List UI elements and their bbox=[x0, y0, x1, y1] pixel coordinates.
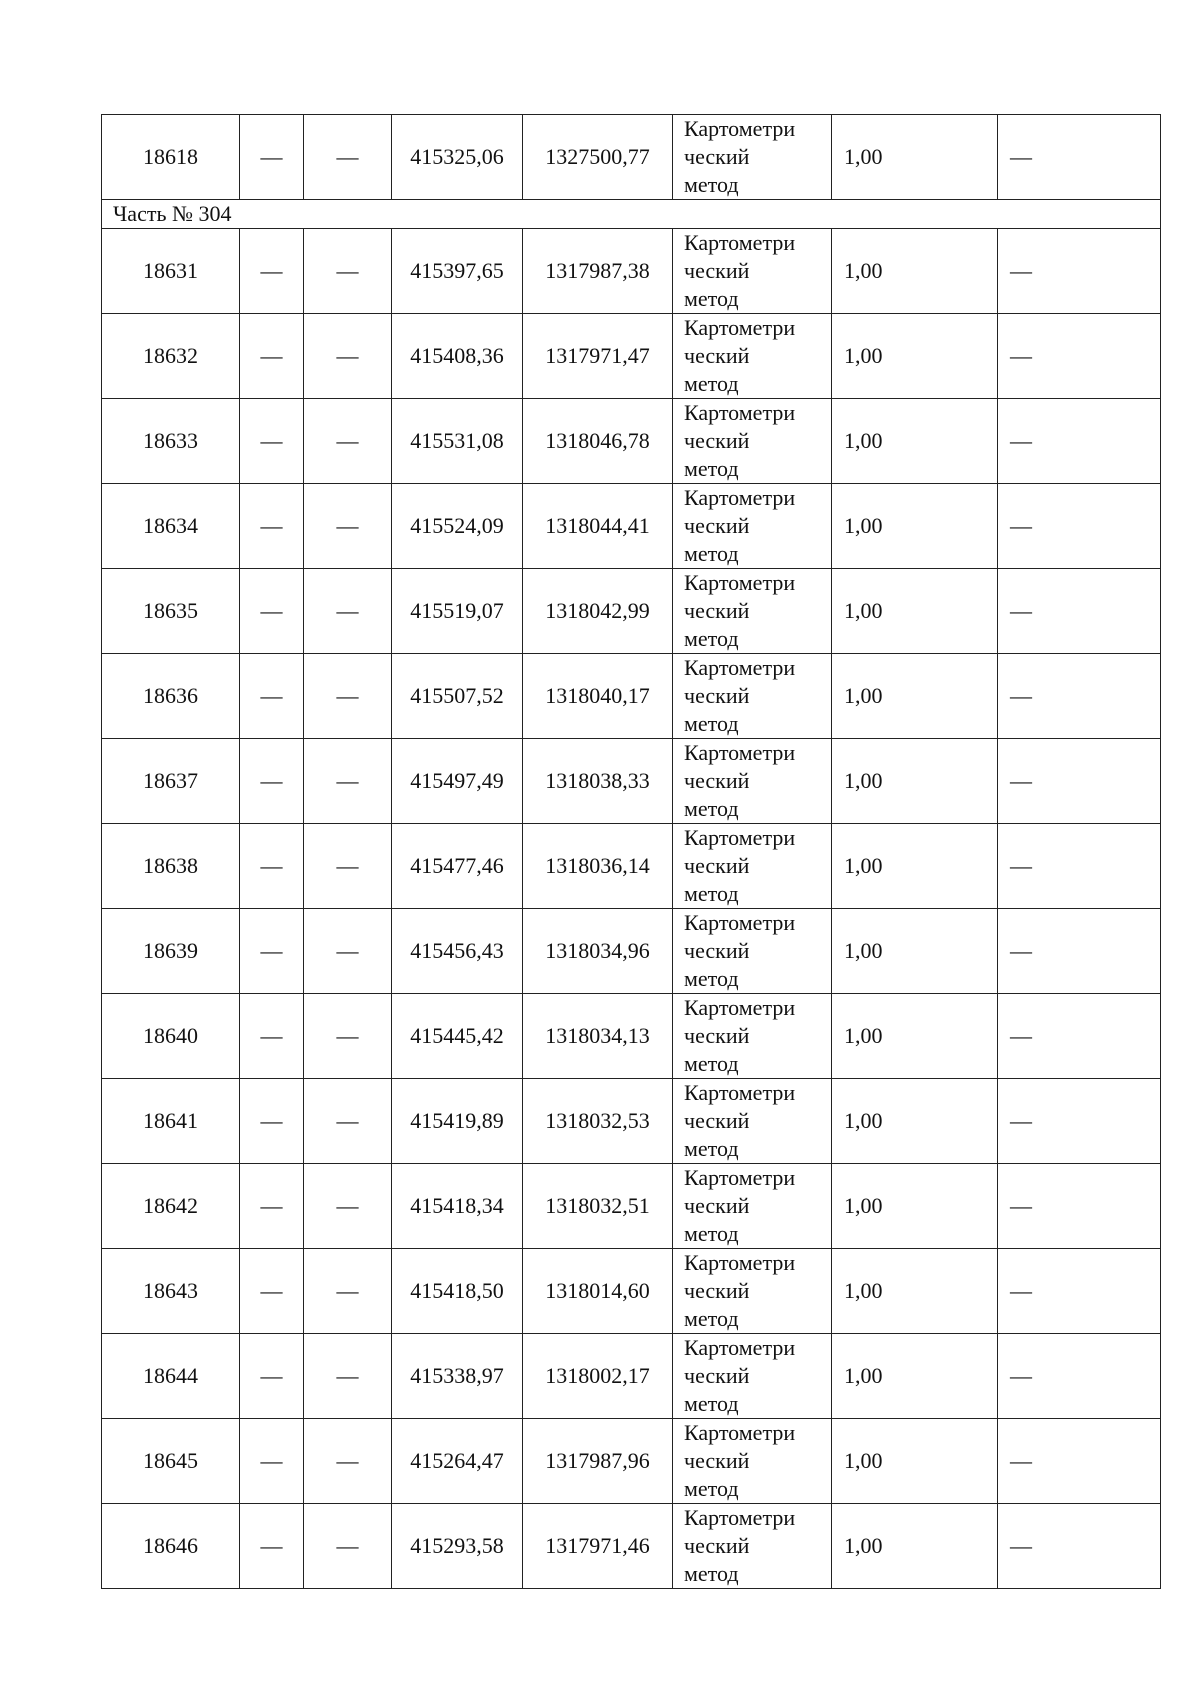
empty-x-cell: — bbox=[240, 1249, 304, 1334]
empty-y-cell: — bbox=[304, 1334, 392, 1419]
coord-x-cell: 415456,43 bbox=[392, 909, 523, 994]
point-number-cell: 18641 bbox=[102, 1079, 240, 1164]
accuracy-cell: 1,00 bbox=[832, 1164, 998, 1249]
table-body bbox=[102, 115, 1161, 1589]
point-number-cell: 18618 bbox=[102, 115, 240, 200]
coord-y-cell: 1318046,78 bbox=[523, 399, 673, 484]
method-line: ческий bbox=[684, 683, 750, 708]
method-line: метод bbox=[684, 286, 739, 311]
method-line: ческий bbox=[684, 1533, 750, 1558]
method-cell bbox=[673, 1164, 832, 1249]
method-line: ческий bbox=[684, 1363, 750, 1388]
method-line: ческий bbox=[684, 258, 750, 283]
accuracy-cell: 1,00 bbox=[832, 399, 998, 484]
empty-y-cell: — bbox=[304, 229, 392, 314]
method-line: ческий bbox=[684, 144, 750, 169]
empty-x-cell: — bbox=[240, 1334, 304, 1419]
method-cell bbox=[673, 484, 832, 569]
point-number-cell: 18634 bbox=[102, 484, 240, 569]
method-line: метод bbox=[684, 456, 739, 481]
method-line: метод bbox=[684, 1306, 739, 1331]
point-number-cell: 18638 bbox=[102, 824, 240, 909]
table-row bbox=[102, 229, 1161, 314]
coord-y-cell: 1317971,46 bbox=[523, 1504, 673, 1589]
empty-y-cell: — bbox=[304, 1504, 392, 1589]
method-cell bbox=[673, 824, 832, 909]
empty-y-cell: — bbox=[304, 909, 392, 994]
accuracy-cell: 1,00 bbox=[832, 569, 998, 654]
method-cell bbox=[673, 314, 832, 399]
method-cell bbox=[673, 569, 832, 654]
method-line: метод bbox=[684, 1136, 739, 1161]
point-number-cell: 18646 bbox=[102, 1504, 240, 1589]
method-line: Картометри bbox=[684, 995, 796, 1020]
empty-y-cell: — bbox=[304, 1419, 392, 1504]
method-line: Картометри bbox=[684, 1080, 796, 1105]
method-line: метод bbox=[684, 796, 739, 821]
accuracy-cell: 1,00 bbox=[832, 484, 998, 569]
table-row bbox=[102, 739, 1161, 824]
empty-y-cell: — bbox=[304, 569, 392, 654]
coord-y-cell: 1318036,14 bbox=[523, 824, 673, 909]
coord-y-cell: 1318040,17 bbox=[523, 654, 673, 739]
empty-y-cell: — bbox=[304, 1164, 392, 1249]
table-row bbox=[102, 1164, 1161, 1249]
description-cell: — bbox=[998, 1504, 1161, 1589]
table-row bbox=[102, 1334, 1161, 1419]
method-cell bbox=[673, 229, 832, 314]
method-cell bbox=[673, 115, 832, 200]
table-row bbox=[102, 399, 1161, 484]
description-cell: — bbox=[998, 739, 1161, 824]
method-line: метод bbox=[684, 1051, 739, 1076]
point-number-cell: 18643 bbox=[102, 1249, 240, 1334]
coord-y-cell: 1318014,60 bbox=[523, 1249, 673, 1334]
coord-x-cell: 415264,47 bbox=[392, 1419, 523, 1504]
method-line: Картометри bbox=[684, 230, 796, 255]
empty-x-cell: — bbox=[240, 229, 304, 314]
empty-x-cell: — bbox=[240, 1164, 304, 1249]
table-row bbox=[102, 1249, 1161, 1334]
description-cell: — bbox=[998, 1419, 1161, 1504]
method-line: ческий bbox=[684, 1278, 750, 1303]
method-line: Картометри bbox=[684, 315, 796, 340]
method-cell bbox=[673, 1079, 832, 1164]
empty-y-cell: — bbox=[304, 739, 392, 824]
point-number-cell: 18631 bbox=[102, 229, 240, 314]
accuracy-cell: 1,00 bbox=[832, 994, 998, 1079]
table-row bbox=[102, 484, 1161, 569]
empty-y-cell: — bbox=[304, 1079, 392, 1164]
description-cell: — bbox=[998, 909, 1161, 994]
coord-x-cell: 415293,58 bbox=[392, 1504, 523, 1589]
method-line: метод bbox=[684, 541, 739, 566]
empty-y-cell: — bbox=[304, 314, 392, 399]
empty-y-cell: — bbox=[304, 1249, 392, 1334]
method-line: ческий bbox=[684, 768, 750, 793]
coord-x-cell: 415531,08 bbox=[392, 399, 523, 484]
coord-x-cell: 415397,65 bbox=[392, 229, 523, 314]
method-line: ческий bbox=[684, 1023, 750, 1048]
coord-y-cell: 1318002,17 bbox=[523, 1334, 673, 1419]
method-line: Картометри bbox=[684, 570, 796, 595]
method-line: ческий bbox=[684, 1193, 750, 1218]
accuracy-cell: 1,00 bbox=[832, 229, 998, 314]
description-cell: — bbox=[998, 569, 1161, 654]
method-line: Картометри bbox=[684, 825, 796, 850]
method-line: метод bbox=[684, 1221, 739, 1246]
method-line: Картометри bbox=[684, 1420, 796, 1445]
empty-x-cell: — bbox=[240, 314, 304, 399]
table-row bbox=[102, 909, 1161, 994]
point-number-cell: 18632 bbox=[102, 314, 240, 399]
method-line: метод bbox=[684, 626, 739, 651]
method-cell bbox=[673, 909, 832, 994]
table-row bbox=[102, 314, 1161, 399]
empty-x-cell: — bbox=[240, 1419, 304, 1504]
point-number-cell: 18637 bbox=[102, 739, 240, 824]
description-cell: — bbox=[998, 1164, 1161, 1249]
method-line: метод bbox=[684, 1391, 739, 1416]
table-row bbox=[102, 115, 1161, 200]
method-line: метод bbox=[684, 1476, 739, 1501]
table-row bbox=[102, 824, 1161, 909]
method-line: Картометри bbox=[684, 116, 796, 141]
point-number-cell: 18644 bbox=[102, 1334, 240, 1419]
method-cell bbox=[673, 994, 832, 1079]
empty-x-cell: — bbox=[240, 994, 304, 1079]
empty-y-cell: — bbox=[304, 484, 392, 569]
method-line: Картометри bbox=[684, 910, 796, 935]
accuracy-cell: 1,00 bbox=[832, 115, 998, 200]
part-label: Часть № 304 bbox=[102, 200, 1161, 229]
part-header-row bbox=[102, 200, 1161, 229]
empty-y-cell: — bbox=[304, 399, 392, 484]
method-line: Картометри bbox=[684, 485, 796, 510]
empty-x-cell: — bbox=[240, 484, 304, 569]
accuracy-cell: 1,00 bbox=[832, 1419, 998, 1504]
accuracy-cell: 1,00 bbox=[832, 739, 998, 824]
empty-x-cell: — bbox=[240, 824, 304, 909]
method-line: метод bbox=[684, 371, 739, 396]
accuracy-cell: 1,00 bbox=[832, 1079, 998, 1164]
method-cell bbox=[673, 739, 832, 824]
method-line: метод bbox=[684, 966, 739, 991]
method-line: ческий bbox=[684, 1108, 750, 1133]
coord-y-cell: 1318032,51 bbox=[523, 1164, 673, 1249]
method-line: метод bbox=[684, 881, 739, 906]
description-cell: — bbox=[998, 1079, 1161, 1164]
description-cell: — bbox=[998, 115, 1161, 200]
coord-x-cell: 415408,36 bbox=[392, 314, 523, 399]
empty-x-cell: — bbox=[240, 739, 304, 824]
table-row bbox=[102, 1079, 1161, 1164]
empty-x-cell: — bbox=[240, 115, 304, 200]
empty-x-cell: — bbox=[240, 1079, 304, 1164]
description-cell: — bbox=[998, 229, 1161, 314]
coord-y-cell: 1318038,33 bbox=[523, 739, 673, 824]
coord-x-cell: 415477,46 bbox=[392, 824, 523, 909]
empty-x-cell: — bbox=[240, 569, 304, 654]
accuracy-cell: 1,00 bbox=[832, 1249, 998, 1334]
accuracy-cell: 1,00 bbox=[832, 1334, 998, 1419]
description-cell: — bbox=[998, 484, 1161, 569]
method-cell bbox=[673, 1419, 832, 1504]
coord-y-cell: 1317987,96 bbox=[523, 1419, 673, 1504]
method-line: Картометри bbox=[684, 400, 796, 425]
empty-x-cell: — bbox=[240, 909, 304, 994]
method-line: ческий bbox=[684, 598, 750, 623]
coord-x-cell: 415445,42 bbox=[392, 994, 523, 1079]
empty-y-cell: — bbox=[304, 824, 392, 909]
accuracy-cell: 1,00 bbox=[832, 654, 998, 739]
method-line: Картометри bbox=[684, 655, 796, 680]
coord-y-cell: 1318032,53 bbox=[523, 1079, 673, 1164]
description-cell: — bbox=[998, 399, 1161, 484]
description-cell: — bbox=[998, 654, 1161, 739]
method-cell bbox=[673, 654, 832, 739]
accuracy-cell: 1,00 bbox=[832, 824, 998, 909]
description-cell: — bbox=[998, 1249, 1161, 1334]
point-number-cell: 18636 bbox=[102, 654, 240, 739]
method-line: ческий bbox=[684, 938, 750, 963]
point-number-cell: 18640 bbox=[102, 994, 240, 1079]
description-cell: — bbox=[998, 994, 1161, 1079]
method-line: ческий bbox=[684, 853, 750, 878]
method-cell bbox=[673, 399, 832, 484]
empty-x-cell: — bbox=[240, 399, 304, 484]
coord-y-cell: 1317987,38 bbox=[523, 229, 673, 314]
coord-y-cell: 1318044,41 bbox=[523, 484, 673, 569]
method-cell bbox=[673, 1334, 832, 1419]
method-line: ческий bbox=[684, 343, 750, 368]
method-line: метод bbox=[684, 172, 739, 197]
coord-y-cell: 1317971,47 bbox=[523, 314, 673, 399]
method-line: Картометри bbox=[684, 1335, 796, 1360]
coord-x-cell: 415419,89 bbox=[392, 1079, 523, 1164]
accuracy-cell: 1,00 bbox=[832, 909, 998, 994]
empty-x-cell: — bbox=[240, 1504, 304, 1589]
point-number-cell: 18639 bbox=[102, 909, 240, 994]
coord-y-cell: 1318034,96 bbox=[523, 909, 673, 994]
coord-y-cell: 1318042,99 bbox=[523, 569, 673, 654]
accuracy-cell: 1,00 bbox=[832, 314, 998, 399]
description-cell: — bbox=[998, 314, 1161, 399]
coord-y-cell: 1327500,77 bbox=[523, 115, 673, 200]
table-row bbox=[102, 994, 1161, 1079]
empty-y-cell: — bbox=[304, 654, 392, 739]
method-line: Картометри bbox=[684, 1505, 796, 1530]
method-cell bbox=[673, 1249, 832, 1334]
accuracy-cell: 1,00 bbox=[832, 1504, 998, 1589]
point-number-cell: 18642 bbox=[102, 1164, 240, 1249]
table-row bbox=[102, 1504, 1161, 1589]
method-line: ческий bbox=[684, 513, 750, 538]
coord-y-cell: 1318034,13 bbox=[523, 994, 673, 1079]
empty-y-cell: — bbox=[304, 115, 392, 200]
empty-y-cell: — bbox=[304, 994, 392, 1079]
method-line: Картометри bbox=[684, 740, 796, 765]
method-line: Картометри bbox=[684, 1165, 796, 1190]
point-number-cell: 18635 bbox=[102, 569, 240, 654]
coord-x-cell: 415418,34 bbox=[392, 1164, 523, 1249]
point-number-cell: 18645 bbox=[102, 1419, 240, 1504]
coord-x-cell: 415497,49 bbox=[392, 739, 523, 824]
description-cell: — bbox=[998, 824, 1161, 909]
method-line: метод bbox=[684, 711, 739, 736]
point-number-cell: 18633 bbox=[102, 399, 240, 484]
coord-x-cell: 415519,07 bbox=[392, 569, 523, 654]
method-line: Картометри bbox=[684, 1250, 796, 1275]
description-cell: — bbox=[998, 1334, 1161, 1419]
empty-x-cell: — bbox=[240, 654, 304, 739]
coordinates-table bbox=[101, 114, 1161, 1589]
method-line: ческий bbox=[684, 428, 750, 453]
coord-x-cell: 415507,52 bbox=[392, 654, 523, 739]
method-cell bbox=[673, 1504, 832, 1589]
coord-x-cell: 415338,97 bbox=[392, 1334, 523, 1419]
table-row bbox=[102, 1419, 1161, 1504]
method-line: ческий bbox=[684, 1448, 750, 1473]
method-line: метод bbox=[684, 1561, 739, 1586]
coord-x-cell: 415325,06 bbox=[392, 115, 523, 200]
coord-x-cell: 415524,09 bbox=[392, 484, 523, 569]
table-row bbox=[102, 569, 1161, 654]
coord-x-cell: 415418,50 bbox=[392, 1249, 523, 1334]
table-row bbox=[102, 654, 1161, 739]
